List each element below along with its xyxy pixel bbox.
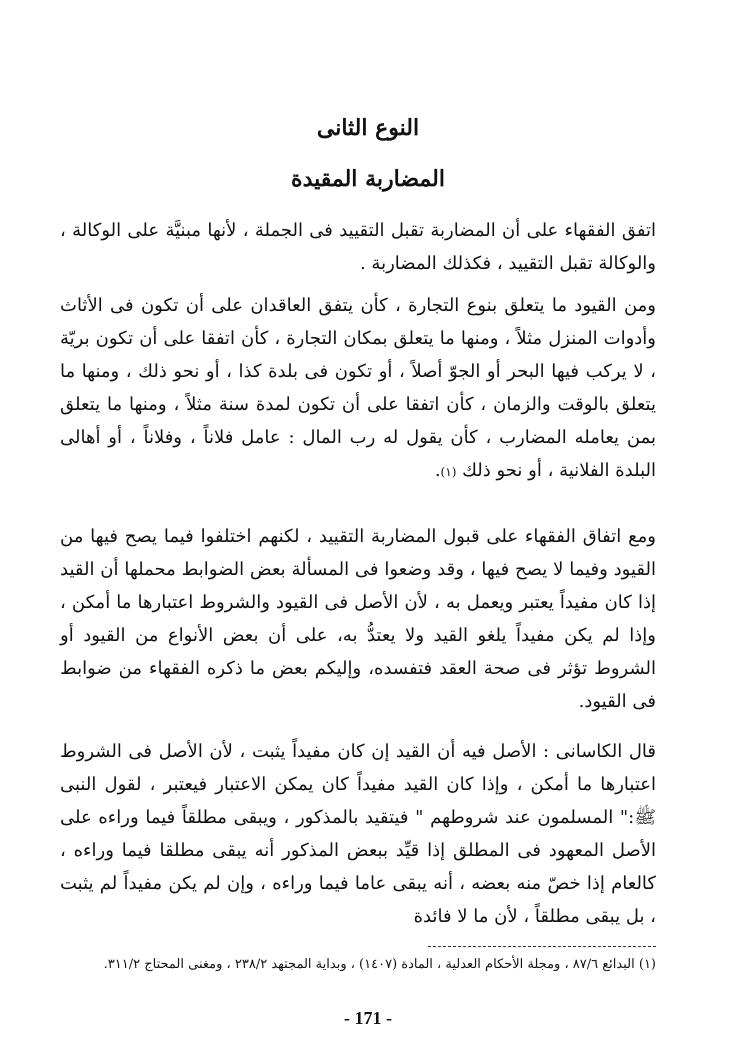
paragraph-3 — [60, 520, 656, 718]
paragraph-1 — [60, 214, 656, 280]
paragraph-4 — [60, 735, 656, 933]
footnote-separator — [428, 946, 656, 947]
chapter-heading: النوع الثانى — [316, 115, 420, 141]
footnote — [60, 954, 656, 976]
section-title: المضاربة المقيدة — [291, 166, 445, 192]
footnote-number: (١) — [638, 957, 656, 972]
paragraph-1-text: اتفق الفقهاء على أن المضاربة تقبل التقييد فى الجملة ، لأنها مبنيَّة على الوكالة ، والوكالة تقبل التقييد ، فكذلك المضاربة . — [60, 220, 656, 274]
footnote-reference: (١) — [440, 465, 457, 479]
page-number: - 171 - — [344, 1008, 392, 1028]
paragraph-4-text: قال الكاسانى : الأصل فيه أن القيد إن كان مفيداً يثبت ، لأن الأصل فى الشروط اعتبارها ما أمكن ، وإذا كان القيد مفيداً كان يمكن الاعتبار فيعتبر ، لقول النبى ﷺ:" المسلمون عند شروطهم " فيتقيد بالمذكور ، ويبقى مطلقاً فيما وراءه على الأصل المعهود فى المطلق إذا قيِّد ببعض المذكور أنه يبقى مطلقا فيما وراءه ، كالعام إذا خصّ منه بعضه ، أنه يبقى عاما فيما وراءه ، وإن لم يكن مفيداً لم يثبت ، بل يبقى مطلقاً ، لأن ما لا فائدة — [60, 741, 656, 927]
paragraph-2: ومن القيود ما يتعلق بنوع التجارة ، كأن يتفق العاقدان على أن تكون فى الأثاث وأدوات المنزل مثلاً ، ومنها ما يتعلق بمكان التجارة ، كأن اتفقا على أن تكون بريّة ، لا يركب فيها البحر أو الجوّ أصلاً ، أو تكون فى بلدة كذا ، أو نحو ذلك ، ومنها ما يتعلق بالوقت والزمان ، كأن اتفقا على أن تكون لمدة سنة مثلاً ، ومنها ما يتعلق بمن يعامله المضارب ، كأن يقول له رب المال : عامل فلاناً ، وفلاناً ، أو أهالى البلدة الفلانية ، أو نحو ذلك (١). — [60, 295, 656, 481]
paragraph-3-text: ومع اتفاق الفقهاء على قبول المضاربة التقييد ، لكنهم اختلفوا فيما يصح فيها من القيود وفيما لا يصح فيها ، وقد وضعوا فى المسألة بعض الضوابط محملها أن القيد إذا كان مفيداً يعتبر ويعمل به ، لأن الأصل فى القيود والشروط اعتبارها ما أمكن ، وإذا لم يكن مفيداً يلغو القيد ولا يعتدُّ به، على أن بعض الأنواع من القيود أو الشروط تؤثر فى صحة العقد فتفسده، وإليكم بعض ما ذكره الفقهاء من ضوابط فى القيود. — [60, 526, 656, 712]
footnote-text: البدائع ٨٧/٦ ، ومجلة الأحكام العدلية ، المادة (١٤٠٧) ، وبداية المجتهد ٢٣٨/٢ ، ومغنى المحتاج ٣١١/٢. — [103, 957, 635, 972]
paragraph-2-text: ومن القيود ما يتعلق بنوع التجارة ، كأن يتفق العاقدان على أن تكون فى الأثاث وأدوات المنزل مثلاً ، ومنها ما يتعلق بمكان التجارة ، كأن اتفقا على أن تكون بريّة ، لا يركب فيها البحر أو الجوّ أصلاً ، أو تكون فى بلدة كذا ، أو نحو ذلك ، ومنها ما يتعلق بالوقت والزمان ، كأن اتفقا على أن تكون لمدة سنة مثلاً ، ومنها ما يتعلق بمن يعامله المضارب ، كأن يقول له رب المال : عامل فلاناً ، وفلاناً ، أو أهالى البلدة الفلانية ، أو نحو ذلك — [60, 295, 656, 481]
